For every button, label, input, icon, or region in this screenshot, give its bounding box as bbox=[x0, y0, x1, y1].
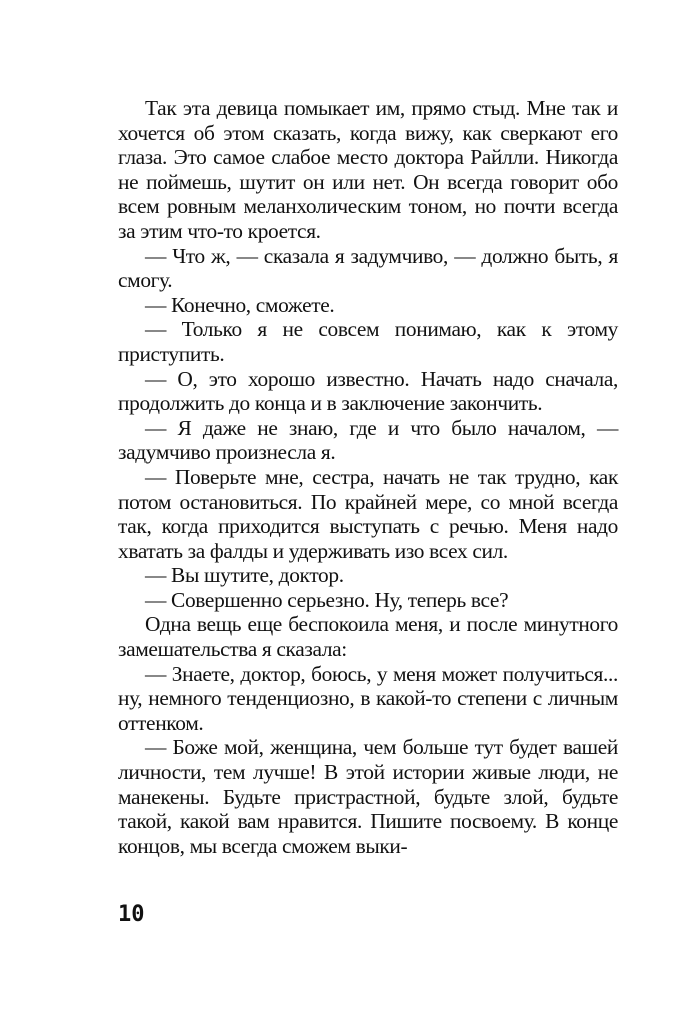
paragraph-4: — Только я не совсем понимаю, как к этому приступить. bbox=[118, 317, 618, 366]
paragraph-1: Так эта девица помыкает им, прямо стыд. Мне так и хочется об этом сказать, когда вижу, как сверкают его глаза. Это самое слабое место доктора Райлли. Никогда не поймешь, шутит он или нет. Он всегда говорит обо всем ровным меланхолическим тоном, но почти всегда за этим что-то кроется. bbox=[118, 96, 618, 243]
page-text bbox=[118, 96, 618, 858]
paragraph-7: — Поверьте мне, сестра, начать не так трудно, как потом остановиться. По крайней мере, со мной всегда так, когда приходится выступать с речью. Меня надо хватать за фалды и удерживать изо всех сил. bbox=[118, 464, 618, 563]
paragraph-8: — Вы шутите, доктор. bbox=[145, 563, 344, 588]
paragraph-2: — Что ж, — сказала я задумчиво, — должно быть, я смогу. bbox=[118, 243, 618, 293]
paragraph-10: Одна вещь еще беспокоила меня, и после минутного замешательства я сказала: bbox=[118, 612, 618, 662]
paragraph-12: — Боже мой, женщина, чем больше тут будет вашей личности, тем лучше! В этой истории живые люди, не манекены. Будьте пристрастной, будьте злой, будьте такой, какой вам нравится. Пишите посвоему. В конце концов, мы всегда сможем выки- bbox=[118, 735, 618, 858]
paragraph-5: — О, это хорошо известно. Начать надо сначала, продолжить до конца и в заключение закончить. bbox=[118, 366, 618, 416]
paragraph-3: — Конечно, сможете. bbox=[145, 292, 335, 317]
paragraph-9: — Совершенно серьезно. Ну, теперь все? bbox=[145, 587, 509, 612]
paragraph-6: — Я даже не знаю, где и что было началом, — задумчиво произнесла я. bbox=[118, 415, 618, 465]
page-number: 10 bbox=[118, 902, 145, 927]
paragraph-11: — Знаете, доктор, боюсь, у меня может получиться... ну, немного тенденциозно, в какой-то степени с личным оттенком. bbox=[118, 661, 618, 735]
